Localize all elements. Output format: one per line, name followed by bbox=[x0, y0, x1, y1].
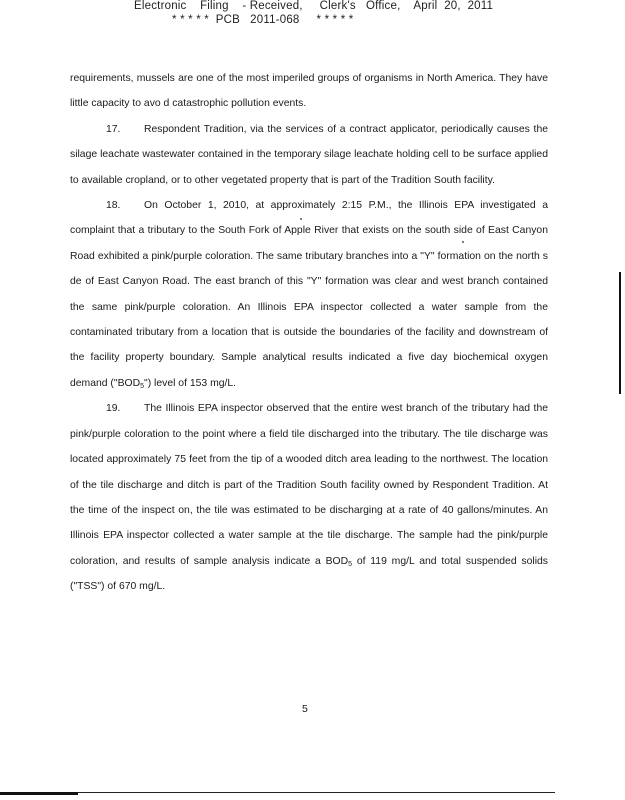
bottom-rule-accent bbox=[0, 792, 78, 795]
filing-header-line-1: Electronic Filing - Received, Clerk's Office, April 20, 2011 bbox=[134, 0, 494, 12]
subscript: 5 bbox=[348, 560, 353, 568]
paragraph-text: requirements, mussels are one of the most imperiled groups of organisms in North America. They have little capacity to avo d catastrophic pollution events. bbox=[70, 73, 548, 110]
subscript: 5 bbox=[140, 382, 145, 390]
scan-speck bbox=[300, 218, 302, 220]
paragraph-number: 17. bbox=[106, 123, 121, 135]
bottom-rule bbox=[0, 792, 555, 793]
paragraph-number: 18. bbox=[106, 200, 121, 212]
scan-edge-mark bbox=[619, 272, 621, 394]
paragraph-text-end: of 119 mg/L and total suspended solids ("TSS") of 670 mg/L. bbox=[70, 555, 548, 593]
paragraph-18 bbox=[70, 193, 548, 396]
paragraph-17 bbox=[70, 117, 548, 193]
paragraph-text-end: ") level of 153 mg/L. bbox=[144, 377, 237, 389]
document-body bbox=[70, 66, 548, 600]
paragraph-continuation bbox=[70, 66, 548, 117]
scan-speck bbox=[462, 241, 464, 243]
paragraph-text: The Illinois EPA inspector observed that the entire west branch of the tributary had the pink/purple coloration to the point where a field tile discharged into the tributary. The tile discharge was located approximately 75 feet from the tip of a wooded ditch area leading to the northwest. The location of the tile discharge and ditch is part of the Tradition South facility owned by Respondent Tradition. At the time of the inspect on, the tile was estimated to be discharging at a rate of 40 gallons/minutes. An Illinois EPA inspector collected a water sample at the tile discharge. The sample had the pink/purple coloration, and results of sample analysis indicate a BOD bbox=[70, 403, 548, 567]
paragraph-19 bbox=[70, 396, 548, 599]
page-number: 5 bbox=[302, 703, 308, 715]
paragraph-text: On October 1, 2010, at approximately 2:15 P.M., the Illinois EPA investigated a complaint that a tributary to the South Fork of Apple River that exists on the south side of East Canyon Road exhibited a pink/purple coloration. The same tributary branches into a "Y" formation on the north s de of East Canyon Road. The east branch of this "Y" formation was clear and west branch contained the same pink/purple coloration. An Illinois EPA inspector collected a water sample from the contaminated tributary from a location that is outside the boundaries of the facility and downstream of the facility property boundary. Sample analytical results indicated a five day biochemical oxygen demand ("BOD bbox=[70, 200, 548, 389]
paragraph-number: 19. bbox=[106, 403, 121, 415]
paragraph-text: Respondent Tradition, via the services of a contract applicator, periodically causes the silage leachate wastewater contained in the temporary silage leachate holding cell to be surface applied to available cropland, or to other vegetated property that is part of the Tradition South facility. bbox=[70, 123, 548, 186]
filing-header-line-2: * * * * * PCB 2011-068 * * * * * bbox=[172, 14, 354, 26]
